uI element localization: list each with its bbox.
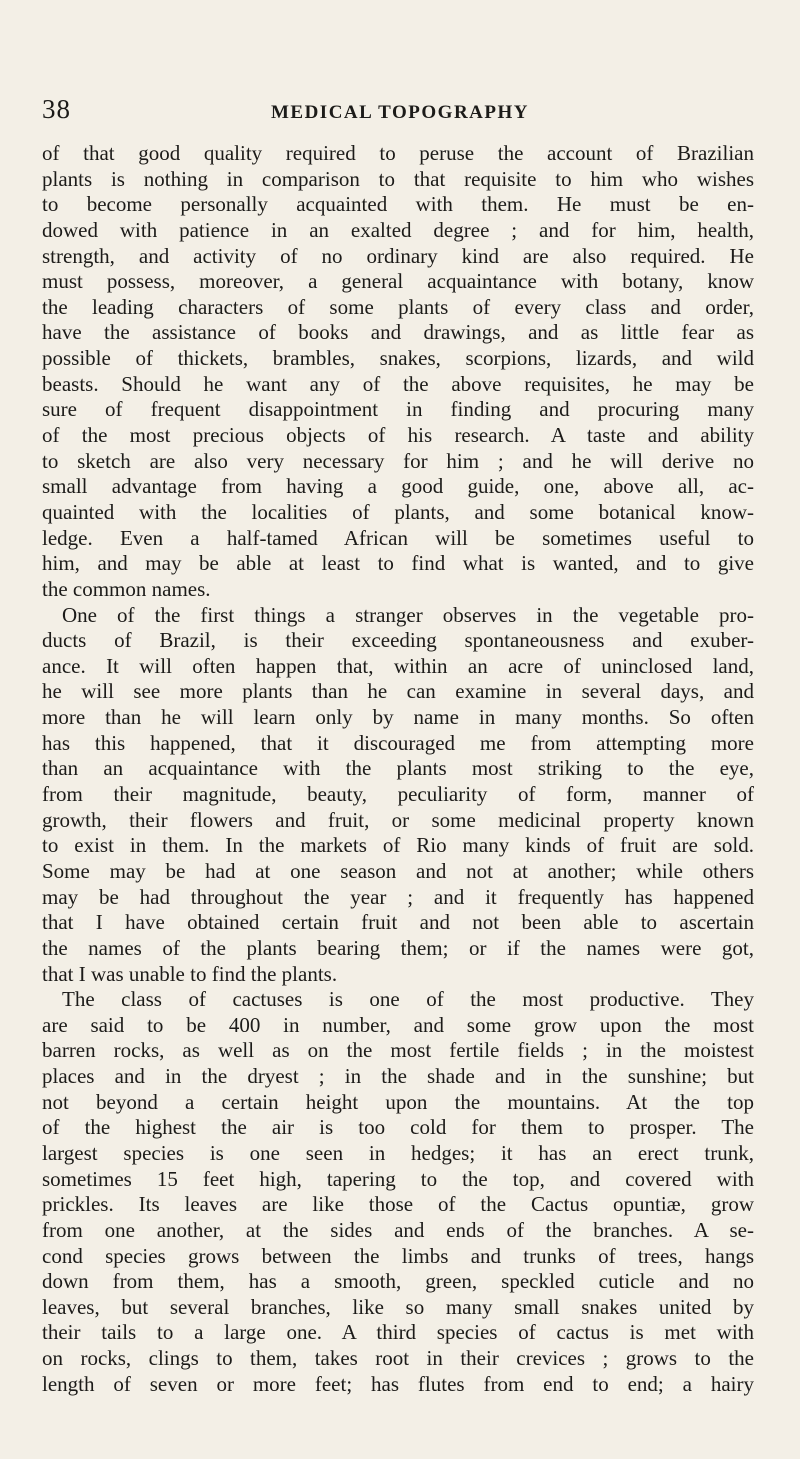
text-line: sometimes 15 feet high, tapering to the top, and covered with — [42, 1166, 754, 1191]
text-line: prickles. Its leaves are like those of the Cactus opuntiæ, grow — [42, 1192, 754, 1217]
text-line: that I have obtained certain fruit and not been able to ascertain — [42, 910, 754, 935]
page-header — [42, 94, 758, 138]
text-line: the common names. — [42, 576, 211, 601]
text-line: of the most precious objects of his research. A taste and ability — [42, 423, 754, 448]
text-line: quainted with the localities of plants, and some botanical know- — [42, 499, 754, 524]
text-line: of that good quality required to peruse the account of Brazilian — [42, 141, 754, 165]
body-text — [42, 141, 754, 1397]
text-line: to become personally acquainted with them. He must be en- — [42, 192, 754, 217]
text-line: barren rocks, as well as on the most fertile fields ; in the moistest — [42, 1038, 754, 1063]
text-line: possible of thickets, brambles, snakes, scorpions, lizards, and wild — [42, 346, 754, 371]
text-line: has this happened, that it discouraged me from attempting more — [42, 730, 754, 755]
text-line: on rocks, clings to them, takes root in their crevices ; grows to the — [42, 1346, 754, 1371]
text-line: must possess, moreover, a general acquaintance with botany, know — [42, 269, 754, 294]
text-line: cond species grows between the limbs and trunks of trees, hangs — [42, 1243, 754, 1268]
running-title: MEDICAL TOPOGRAPHY — [270, 102, 529, 123]
text-line: plants is nothing in comparison to that requisite to him who wishes — [42, 166, 754, 191]
text-line: largest species is one seen in hedges; it has an erect trunk, — [42, 1140, 754, 1165]
text-line: growth, their flowers and fruit, or some medicinal property known — [42, 807, 754, 832]
text-line: to exist in them. In the markets of Rio many kinds of fruit are sold. — [42, 833, 754, 858]
text-line: ledge. Even a half-tamed African will be sometimes useful to — [42, 525, 754, 550]
text-line: down from them, has a smooth, green, speckled cuticle and no — [42, 1269, 754, 1294]
text-line: strength, and activity of no ordinary kind are also required. He — [42, 243, 754, 268]
text-line: sure of frequent disappointment in finding and procuring many — [42, 397, 754, 422]
text-line: leaves, but several branches, like so many small snakes united by — [42, 1294, 754, 1319]
text-line: their tails to a large one. A third species of cactus is met with — [42, 1320, 754, 1345]
text-line: One of the first things a stranger observes in the vegetable pro- — [62, 602, 754, 627]
text-line: may be had throughout the year ; and it frequently has happened — [42, 884, 754, 909]
text-line: than an acquaintance with the plants most striking to the eye, — [42, 756, 754, 781]
text-line: small advantage from having a good guide, one, above all, ac- — [42, 474, 754, 499]
text-line: not beyond a certain height upon the mountains. At the top — [42, 1089, 754, 1114]
text-line: him, and may be able at least to find what is wanted, and to give — [42, 551, 754, 576]
text-line: to sketch are also very necessary for him ; and he will derive no — [42, 448, 754, 473]
text-line: more than he will learn only by name in many months. So often — [42, 705, 754, 730]
text-line: dowed with patience in an exalted degree ; and for him, health, — [42, 217, 754, 242]
text-line: are said to be 400 in number, and some grow upon the most — [42, 1012, 754, 1037]
text-line: Some may be had at one season and not at another; while others — [42, 858, 754, 883]
text-line: from their magnitude, beauty, peculiarity of form, manner of — [42, 782, 754, 807]
text-line: that I was unable to find the plants. — [42, 961, 338, 986]
text-line: from one another, at the sides and ends of the branches. A se- — [42, 1217, 754, 1242]
text-line: of the highest the air is too cold for them to prosper. The — [42, 1115, 754, 1140]
text-line: beasts. Should he want any of the above requisites, he may be — [42, 371, 754, 396]
text-line: the names of the plants bearing them; or if the names were got, — [42, 935, 754, 960]
text-line: places and in the dryest ; in the shade and in the sunshine; but — [42, 1064, 754, 1089]
text-line: he will see more plants than he can examine in several days, and — [42, 679, 754, 704]
page-number: 38 — [42, 94, 71, 124]
text-line: the leading characters of some plants of every class and order, — [42, 294, 754, 319]
text-line: length of seven or more feet; has flutes from end to end; a hairy — [42, 1371, 754, 1396]
text-line: have the assistance of books and drawings, and as little fear as — [42, 320, 754, 345]
text-line: The class of cactuses is one of the most productive. They — [62, 987, 754, 1012]
text-line: ducts of Brazil, is their exceeding spontaneousness and exuber- — [42, 628, 754, 653]
text-line: ance. It will often happen that, within an acre of uninclosed land, — [42, 653, 754, 678]
